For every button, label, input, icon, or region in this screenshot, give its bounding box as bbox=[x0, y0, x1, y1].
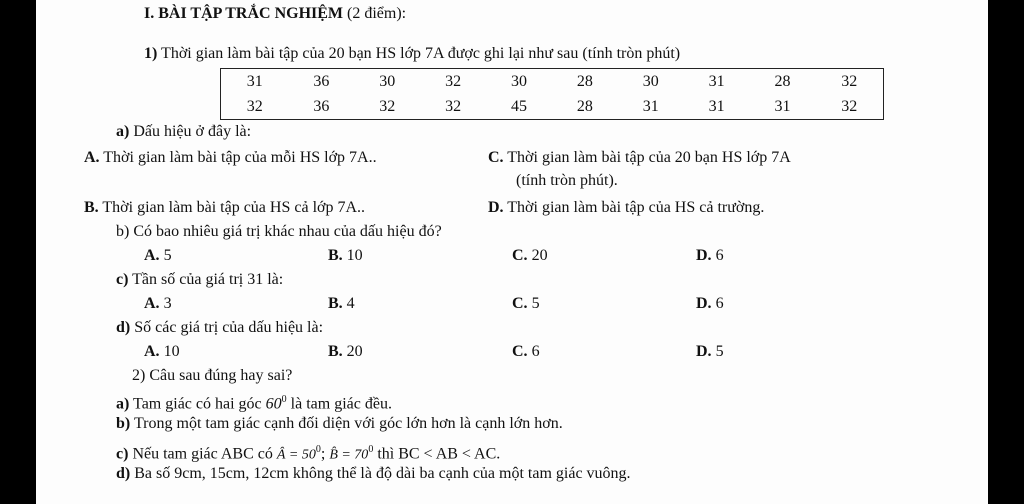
worksheet-page bbox=[36, 0, 988, 504]
option-1b-B: B. 10 bbox=[328, 247, 363, 264]
table-cell: 31 bbox=[708, 72, 725, 90]
question-1a: a) Dấu hiệu ở đây là: bbox=[116, 123, 252, 140]
table-cell: 30 bbox=[511, 72, 527, 90]
option-1a-B: B. Thời gian làm bài tập của HS cả lớp 7A.. bbox=[84, 199, 366, 216]
option-1c-B: B. 4 bbox=[328, 295, 355, 312]
table-cell: 36 bbox=[313, 97, 330, 115]
table-cell: 30 bbox=[379, 72, 396, 90]
section-title: I. BÀI TẬP TRẮC NGHIỆM (2 điểm): bbox=[144, 5, 407, 22]
option-1c-C: C. 5 bbox=[512, 295, 540, 312]
option-1c-D: D. 6 bbox=[696, 295, 724, 312]
table-cell: 32 bbox=[445, 97, 462, 115]
table-cell: 32 bbox=[841, 72, 858, 90]
option-1d-D: D. 5 bbox=[696, 343, 724, 360]
table-cell: 28 bbox=[576, 97, 593, 115]
statement-2a: a) Tam giác có hai góc $60^0$ là tam giác đều. bbox=[116, 394, 392, 413]
table-cell: 32 bbox=[379, 97, 396, 115]
statement-2d: d) Ba số 9cm, 15cm, 12cm không thể là độ dài ba cạnh của một tam giác vuông. bbox=[116, 465, 631, 482]
table-cell: 31 bbox=[246, 72, 263, 90]
question-1c: c) Tần số của giá trị 31 là: bbox=[116, 271, 284, 288]
option-1d-C: C. 6 bbox=[512, 343, 540, 360]
option-1a-C: C. Thời gian làm bài tập của 20 bạn HS lớp 7A bbox=[488, 149, 791, 166]
data-table bbox=[220, 68, 884, 120]
option-1c-A: A. 3 bbox=[144, 295, 172, 312]
question-2-title: 2) Câu sau đúng hay sai? bbox=[132, 367, 293, 384]
statement-2c: c) Nếu tam giác ABC có Â = $50^0$; B̂ = $70^0$ thì BC < AB < AC. bbox=[116, 444, 501, 463]
table-cell: 31 bbox=[708, 97, 725, 115]
question-1-prompt: 1) Thời gian làm bài tập của 20 bạn HS lớp 7A được ghi lại như sau (tính tròn phút) bbox=[144, 45, 681, 62]
question-1d: d) Số các giá trị của dấu hiệu là: bbox=[116, 319, 324, 336]
option-1a-A: A. Thời gian làm bài tập của mỗi HS lớp 7A.. bbox=[84, 149, 377, 166]
table-cell: 36 bbox=[313, 72, 330, 90]
table-row bbox=[221, 94, 884, 120]
option-1a-D: D. Thời gian làm bài tập của HS cả trường. bbox=[488, 199, 765, 216]
table-cell: 32 bbox=[246, 97, 263, 115]
table-cell: 32 bbox=[841, 97, 858, 115]
table-cell: 31 bbox=[642, 97, 659, 115]
table-row bbox=[221, 69, 884, 95]
table-cell: 32 bbox=[445, 72, 462, 90]
option-1d-A: A. 10 bbox=[144, 343, 180, 360]
option-1b-D: D. 6 bbox=[696, 247, 724, 264]
question-1b: b) Có bao nhiêu giá trị khác nhau của dấu hiệu đó? bbox=[116, 223, 442, 240]
table-cell: 28 bbox=[576, 72, 593, 90]
table-cell: 45 bbox=[511, 97, 527, 115]
option-1b-A: A. 5 bbox=[144, 247, 172, 264]
option-1b-C: C. 20 bbox=[512, 247, 548, 264]
option-1a-C-continued: (tính tròn phút). bbox=[516, 172, 618, 189]
option-1d-B: B. 20 bbox=[328, 343, 363, 360]
table-cell: 31 bbox=[774, 97, 791, 115]
table-cell: 30 bbox=[642, 72, 659, 90]
statement-2b: b) Trong một tam giác cạnh đối diện với góc lớn hơn là cạnh lớn hơn. bbox=[116, 415, 563, 432]
table-cell: 28 bbox=[774, 72, 791, 90]
